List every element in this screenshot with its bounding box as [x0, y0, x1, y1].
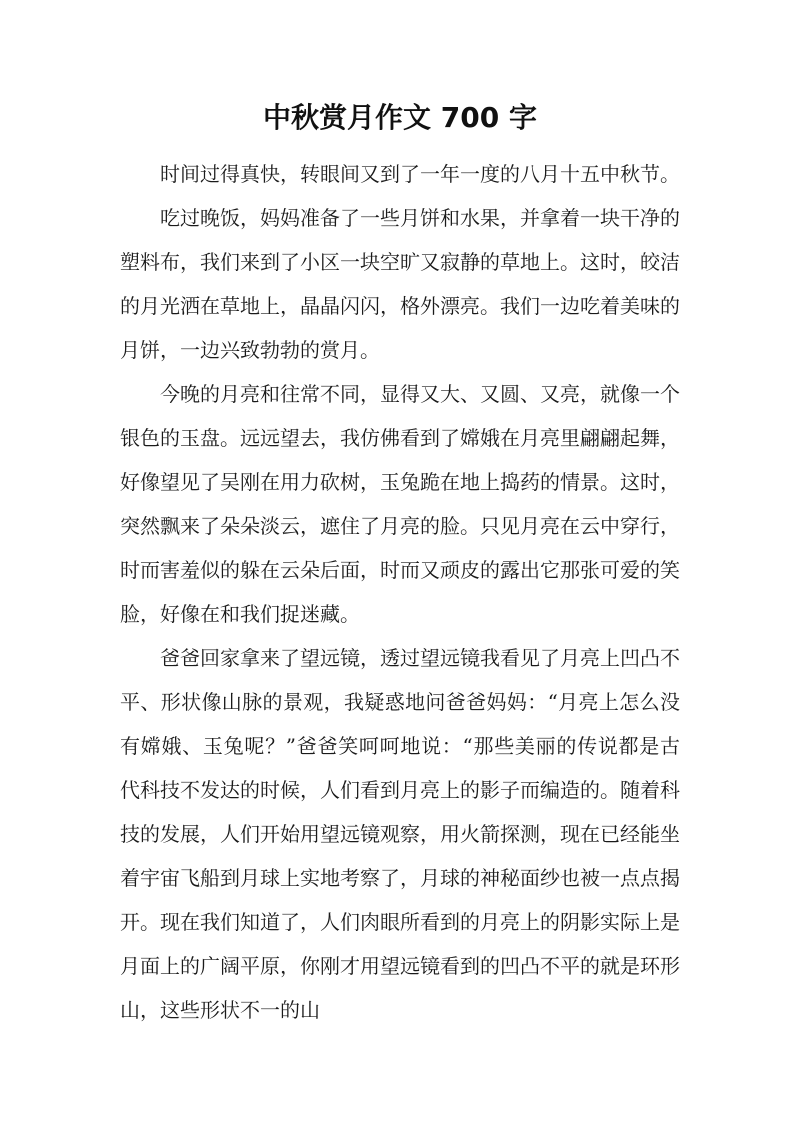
paragraph-2: 吃过晚饭，妈妈准备了一些月饼和水果，并拿着一块干净的塑料布，我们来到了小区一块空旷又寂静的草地上。这时，皎洁的月光洒在草地上，晶晶闪闪，格外漂亮。我们一边吃着美味的月饼，一边兴致勃勃的赏月。 — [120, 206, 680, 362]
document-title: 中秋赏月作文 700 字 — [263, 101, 537, 134]
document-body — [120, 152, 680, 1032]
paragraph-1: 时间过得真快，转眼间又到了一年一度的八月十五中秋节。 — [160, 162, 680, 186]
paragraph-3: 今晚的月亮和往常不同，显得又大、又圆、又亮，就像一个银色的玉盘。远远望去，我仿佛看到了嫦娥在月亮里翩翩起舞，好像望见了吴刚在用力砍树，玉兔跪在地上捣药的情景。这时，突然飘来了朵朵淡云，遮住了月亮的脸。只见月亮在云中穿行，时而害羞似的躲在云朵后面，时而又顽皮的露出它那张可爱的笑脸，好像在和我们捉迷藏。 — [120, 382, 680, 626]
paragraph-4: 爸爸回家拿来了望远镜，透过望远镜我看见了月亮上凹凸不平、形状像山脉的景观，我疑惑地问爸爸妈妈：“月亮上怎么没有嫦娥、玉兔呢？”爸爸笑呵呵地说：“那些美丽的传说都是古代科技不发达的时候，人们看到月亮上的影子而编造的。随着科技的发展，人们开始用望远镜观察，用火箭探测，现在已经能坐着宇宙飞船到月球上实地考察了，月球的神秘面纱也被一点点揭开。现在我们知道了，人们肉眼所看到的月亮上的阴影实际上是月面上的广阔平原，你刚才用望远镜看到的凹凸不平的就是环形山，这些形状不一的山 — [120, 646, 680, 1022]
